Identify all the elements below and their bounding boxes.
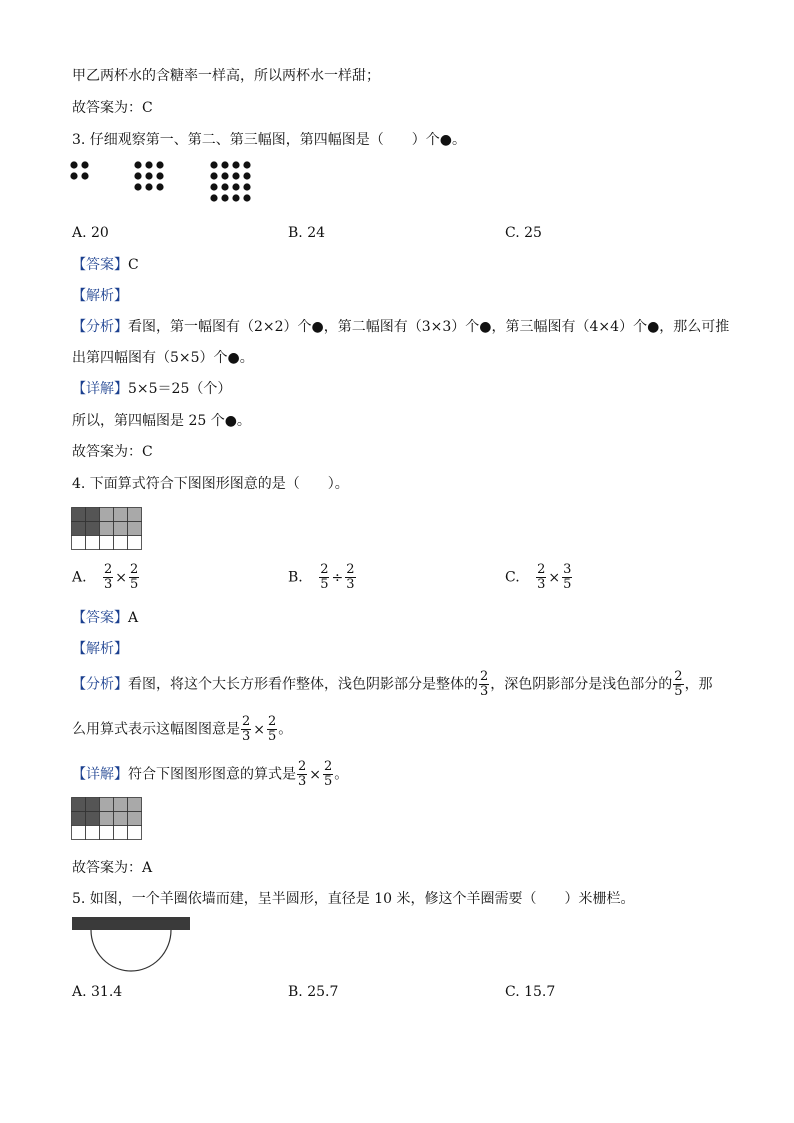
q4-a-d1: 3	[104, 577, 113, 592]
grid-cell	[114, 826, 128, 840]
q4-xiangjie-end: 。	[334, 766, 349, 783]
q3-answer-tag: 【答案】	[72, 257, 128, 273]
prev-answer: 故答案为：C	[72, 100, 153, 116]
q4-fenxi-line2	[72, 715, 292, 744]
q4-option-c-label: C.	[505, 569, 520, 586]
q3-stem: 3. 仔细观察第一、第二、第三幅图，第四幅图是（ ）个●。	[72, 132, 467, 148]
q4-xiangjie-expr-f1	[297, 760, 307, 789]
q3-dot	[221, 183, 228, 190]
grid-cell	[128, 798, 142, 812]
q5-option-b: B. 25.7	[288, 984, 339, 1000]
q4-fenxi-f1-n: 2	[480, 669, 489, 684]
q4-fe-d1: 3	[242, 729, 251, 744]
q4-xiangjie-text: 符合下图图形图意的算式是	[128, 766, 296, 783]
q4-option-c	[505, 563, 573, 592]
q3-dot	[156, 183, 163, 190]
q3-dot	[232, 194, 239, 201]
q4-b-n2: 2	[346, 562, 355, 577]
q4-fenxi-frac2	[673, 670, 683, 699]
q3-analysis-line	[72, 287, 128, 305]
q3-option-b: B. 24	[288, 225, 326, 241]
q3-so-line: 所以，第四幅图是 25 个●。	[72, 413, 251, 429]
q4-fe-d2: 5	[268, 729, 277, 744]
grid-cell	[114, 536, 128, 550]
q3-xiangjie-line	[72, 380, 231, 398]
q4-b-n1: 2	[320, 562, 329, 577]
q4-c-n1: 2	[537, 562, 546, 577]
grid-cell	[72, 798, 86, 812]
q4-a-d2: 5	[130, 577, 139, 592]
q4-option-b-label: B.	[288, 569, 303, 586]
grid-cell	[128, 812, 142, 826]
q3-fenxi-text1: 看图，第一幅图有（2×2）个●，第二幅图有（3×3）个●，第三幅图有（4×4）个●，那么可推	[128, 319, 730, 335]
q5-option-c: C. 15.7	[505, 984, 556, 1000]
grid-cell	[86, 798, 100, 812]
q3-dot	[232, 161, 239, 168]
q3-dot	[70, 172, 77, 179]
q4-fenxi-text3: ，那	[684, 676, 713, 693]
q4-answer-value: A	[128, 610, 139, 626]
q3-analysis-tag: 【解析】	[72, 288, 128, 304]
grid-cell	[100, 536, 114, 550]
grid-cell	[72, 522, 86, 536]
q3-dot	[81, 161, 88, 168]
grid-cell	[72, 536, 86, 550]
q4-option-b-frac1	[319, 563, 329, 592]
q3-dot	[243, 194, 250, 201]
q5-stem: 5. 如图，一个羊圈依墙而建，呈半圆形，直径是 10 米，修这个羊圈需要（ ）米栅栏。	[72, 891, 635, 907]
grid-cell	[86, 522, 100, 536]
q4-xiangjie-expr-f2	[323, 760, 333, 789]
q4-fenxi-expr-f2	[267, 715, 277, 744]
q4-b-op: ÷	[331, 569, 344, 586]
grid-cell	[72, 508, 86, 522]
q4-fenxi-text2: ，深色阴影部分是浅色部分的	[490, 676, 673, 693]
q5-wall	[72, 917, 190, 930]
q4-fe-n1: 2	[242, 714, 251, 729]
q3-fenxi-line2: 出第四幅图有（5×5）个●。	[72, 350, 254, 366]
q4-c-op: ×	[548, 569, 561, 586]
grid-cell	[100, 826, 114, 840]
q4-xe-d2: 5	[324, 774, 333, 789]
grid-cell	[100, 522, 114, 536]
grid-cell	[86, 812, 100, 826]
q4-a-n2: 2	[130, 562, 139, 577]
grid-cell	[114, 508, 128, 522]
q4-option-c-frac2	[562, 563, 572, 592]
grid-cell	[100, 508, 114, 522]
q3-dot	[134, 183, 141, 190]
q3-dot	[243, 172, 250, 179]
q3-dot	[145, 172, 152, 179]
q3-dot	[210, 194, 217, 201]
q3-fenxi-line1	[72, 318, 729, 336]
q4-xe-d1: 3	[298, 774, 307, 789]
q4-xiangjie-tag: 【详解】	[72, 766, 128, 783]
q4-c-d1: 3	[537, 577, 546, 592]
prev-line: 甲乙两杯水的含糖率一样高，所以两杯水一样甜；	[72, 68, 380, 84]
q3-figure-2	[134, 161, 163, 190]
q3-dot	[232, 183, 239, 190]
q3-dot	[81, 172, 88, 179]
q4-option-b-frac2	[345, 563, 355, 592]
q3-dot	[210, 183, 217, 190]
q4-fenxi-f2-n: 2	[674, 669, 683, 684]
q4-fe-n2: 2	[268, 714, 277, 729]
grid-cell	[114, 522, 128, 536]
q3-xiangjie-text: 5×5＝25（个）	[128, 381, 232, 397]
q4-analysis-line	[72, 640, 128, 658]
q5-semicircle-pen-figure	[71, 915, 191, 975]
q3-fenxi-tag: 【分析】	[72, 319, 128, 335]
q4-stem: 4. 下面算式符合下图图形图意的是（ ）。	[72, 476, 349, 492]
q3-xiangjie-tag: 【详解】	[72, 381, 128, 397]
q4-a-op: ×	[115, 569, 128, 586]
q3-answer-line	[72, 256, 139, 274]
q4-option-b	[288, 563, 357, 592]
q4-b-d1: 5	[320, 577, 329, 592]
q4-fenxi-f1-d: 3	[480, 684, 489, 699]
q3-dot	[145, 161, 152, 168]
q3-dot	[243, 183, 250, 190]
q3-dot	[134, 172, 141, 179]
q4-b-d2: 3	[346, 577, 355, 592]
q4-fenxi-text1: 看图，将这个大长方形看作整体，浅色阴影部分是整体的	[128, 676, 478, 693]
q4-c-n2: 3	[563, 562, 572, 577]
q4-fe-op: ×	[253, 721, 266, 738]
q3-dot	[70, 161, 77, 168]
grid-cell	[86, 826, 100, 840]
q3-figure-3	[210, 161, 250, 201]
grid-cell	[128, 826, 142, 840]
q3-answer-value: C	[128, 257, 139, 273]
q3-dot	[232, 172, 239, 179]
grid-cell	[72, 826, 86, 840]
q4-fenxi-expr-f1	[241, 715, 251, 744]
q3-option-c: C. 25	[505, 225, 542, 241]
q3-dot	[221, 194, 228, 201]
q4-fenxi-tag: 【分析】	[72, 676, 128, 693]
q3-dot	[221, 172, 228, 179]
q3-dot	[145, 183, 152, 190]
q4-option-a-label: A.	[72, 569, 87, 586]
grid-cell	[100, 812, 114, 826]
grid-cell	[100, 798, 114, 812]
grid-cell	[114, 812, 128, 826]
q4-a-n1: 2	[104, 562, 113, 577]
q3-figure-1	[70, 161, 88, 179]
grid-cell	[86, 536, 100, 550]
q4-fenxi-f2-d: 5	[674, 684, 683, 699]
q4-option-c-frac1	[536, 563, 546, 592]
grid-cell	[128, 508, 142, 522]
q4-xe-n1: 2	[298, 759, 307, 774]
q4-xe-n2: 2	[324, 759, 333, 774]
q3-dot	[156, 172, 163, 179]
grid-cell	[114, 798, 128, 812]
grid-cell	[72, 812, 86, 826]
q4-fraction-grid	[71, 507, 143, 551]
grid-cell	[128, 522, 142, 536]
grid-cell	[128, 536, 142, 550]
grid-cell	[86, 508, 100, 522]
q3-final: 故答案为：C	[72, 444, 153, 460]
q3-dot	[156, 161, 163, 168]
q4-option-a-frac1	[103, 563, 113, 592]
q4-c-d2: 5	[563, 577, 572, 592]
q4-fenxi-end: 。	[278, 721, 293, 738]
q4-fenxi-text4: 么用算式表示这幅图图意是	[72, 721, 240, 738]
q3-option-a: A. 20	[72, 225, 109, 241]
q4-final: 故答案为：A	[72, 860, 153, 876]
q3-dot	[221, 161, 228, 168]
q5-semicircle	[91, 930, 171, 971]
q4-option-a	[72, 563, 140, 592]
q4-fenxi-line1	[72, 670, 713, 699]
q3-dot	[134, 161, 141, 168]
q4-xiangjie-line	[72, 760, 348, 789]
q4-analysis-tag: 【解析】	[72, 641, 128, 657]
q3-dot-figures	[70, 160, 270, 210]
q3-dot	[243, 161, 250, 168]
q4-answer-tag: 【答案】	[72, 610, 128, 626]
q3-dot	[210, 172, 217, 179]
q5-option-a: A. 31.4	[72, 984, 123, 1000]
q4-xe-op: ×	[309, 766, 322, 783]
q3-dot	[210, 161, 217, 168]
q4-answer-line	[72, 609, 138, 627]
q4-fraction-grid-repeat	[71, 797, 143, 841]
q4-option-a-frac2	[129, 563, 139, 592]
q4-fenxi-frac1	[479, 670, 489, 699]
